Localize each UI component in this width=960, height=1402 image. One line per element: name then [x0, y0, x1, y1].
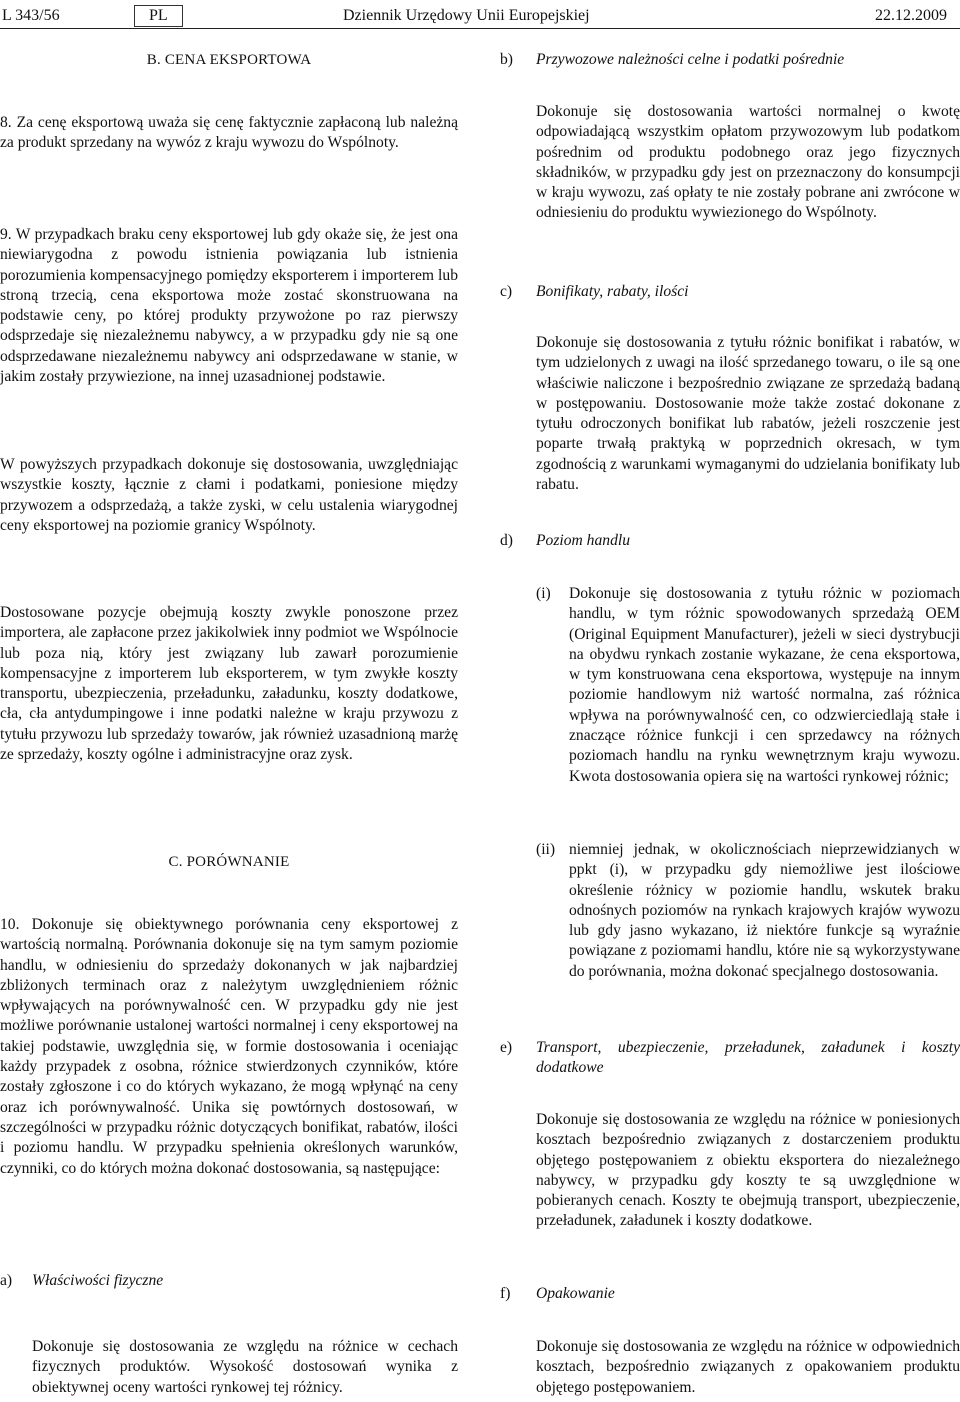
- subitem-i-label: (i): [536, 585, 551, 602]
- item-a-text: Dokonuje się dostosowania ze względu na różnice w cechach fizycznych produktów. Wysokość dostosowań wynika z obiektywnej oceny wartości rynkowej tej różnicy.: [32, 1338, 458, 1396]
- paragraph-8: 8. Za cenę eksportową uważa się cenę faktycznie zapłaconą lub należną za produkt sprzedany na wywóz z kraju wywozu do Wspólnoty.: [0, 114, 458, 152]
- journal-title: Dziennik Urzędowy Unii Europejskiej: [343, 7, 590, 24]
- item-a-label: a): [0, 1272, 13, 1289]
- page-header: [0, 4, 960, 28]
- item-d-heading: [500, 531, 960, 553]
- section-c-title: C. PORÓWNANIE: [168, 854, 290, 870]
- item-f-title: Opakowanie: [536, 1285, 615, 1302]
- item-f-text: Dokonuje się dostosowania ze względu na różnice w odpowiednich kosztach, bezpośrednio związanych z opakowaniem produktu objętego postępowaniem.: [536, 1338, 960, 1396]
- item-b-text: Dokonuje się dostosowania wartości normalnej o kwotę odpowiadającą wszystkim opłatom przywozowym lub podatkom pośrednim od produktu podobnego oraz jego fizycznych składników, w przypadku gdy jest on przeznaczony do konsumpcji w kraju wywozu, zaś opłaty te nie zostały pobrane ani zwrócone w odniesieniu do produktu wywiezionego do Wspólnoty.: [536, 103, 960, 222]
- item-d-label: d): [500, 532, 513, 549]
- language-badge: PL: [134, 5, 183, 27]
- item-c-text: Dokonuje się dostosowania z tytułu różnic bonifikat i rabatów, w tym udzielonych z uwagi na ilość sprzedanego towaru, o ile są one właściwie naliczone i bezpośrednio związane ze sprzedażą badaną w postępowaniu. Dostosowanie może także zostać dokonane z tytułu odroczonych bonifikat lub rabatów, jeżeli roszczenie jest poparte trwałą praktyką w poprzednich okresach, w tym zgodnością z warunkami wymaganymi do udzielania bonifikaty lub rabatu.: [536, 334, 960, 494]
- item-b-title: Przywozowe należności celne i podatki pośrednie: [536, 51, 845, 68]
- subitem-ii-text: niemniej jednak, w okolicznościach nieprzewidzianych w ppkt (i), w przypadku gdy niemożliwe jest ilościowe określenie różnicy w poziomie handlu, wskutek braku odnośnych poziomów na rynkach krajowych krajów wywozu lub gdy jasno wykazano, iż niektóre funkcje są wyraźnie powiązane z poziomami handlu, które nie są wykorzystywane do porównania, można dokonać specjalnego dostosowania.: [569, 841, 960, 980]
- item-b-label: b): [500, 51, 513, 68]
- item-e-title: Transport, ubezpieczenie, przeładunek, załadunek i koszty dodatkowe: [536, 1039, 960, 1077]
- publication-date: 22.12.2009: [875, 7, 947, 24]
- item-c-heading: [500, 282, 960, 304]
- item-f-heading: [500, 1284, 960, 1306]
- subitem-i-text: Dokonuje się dostosowania z tytułu różnic w poziomach handlu, w tym różnic spowodowanych sprzedażą OEM (Original Equipment Manufacturer), jeżeli w sieci dystrybucji na obydwu rynkach zostanie wykazane, że cena eksportowa, w tym konstruowana cena eksportowa, występuje na innym poziomie handlowym niż wartość normalna, zaś różnica wpływa na porównywalność cen, co odzwierciedlają stałe i znaczące różnice funkcji i cen sprzedawcy na różnych poziomach handlu na rynku wewnętrznym kraju wywozu. Kwota dostosowania opiera się na wartości rynkowej różnic;: [569, 585, 960, 785]
- item-d-title: Poziom handlu: [536, 532, 630, 549]
- paragraph-9: 9. W przypadkach braku ceny eksportowej lub gdy okaże się, że jest ona niewiarygodna z powodu istnienia powiązania lub istnienia porozumienia kompensacyjnego pomiędzy eksporterem i importerem lub stroną trzecią, cena eksportowa może zostać skonstruowana na podstawie ceny, po której produkty przywożone po raz pierwszy odsprzedaje się niezależnemu nabywcy, a w przypadku gdy nie są one odsprzedawane niezależnemu nabywcy ani odsprzedawane w stanie, w jakim zostały przywiezione, na innej uzasadnionej podstawie.: [0, 226, 458, 386]
- item-e-heading: [500, 1038, 960, 1082]
- paragraph-10: 10. Dokonuje się obiektywnego porównania ceny eksportowej z wartością normalną. Porównania dokonuje się na tym samym poziomie handlu, w odniesieniu do sprzedaży dokonanych w jak najbardziej zbliżonych terminach oraz z należytym uwzględnieniem różnic wpływających na porównywalność cen. W przypadku gdy nie jest możliwe porównanie ustalonej wartości normalnej i ceny eksportowej na takiej podstawie, uwzględnia się, w formie dostosowania i oceniając każdy przypadek z osobna, różnice stwierdzonych czynników, które zostały zgłoszone i co do których wykazano, że mogą wpłynąć na ceny oraz ich porównywalność. Unika się powtórnych dostosowań, w szczególności w przypadku różnic dotyczących bonifikat, rabatów, ilości i poziomu handlu. W przypadku spełnienia określonych warunków, czynniki, co do których można dokonać dostosowania, są następujące:: [0, 916, 458, 1177]
- item-a-title: Właściwości fizyczne: [32, 1272, 164, 1289]
- item-e-label: e): [500, 1039, 513, 1056]
- header-rule: [0, 28, 960, 29]
- item-f-label: f): [500, 1285, 511, 1302]
- paragraph-adjustment: W powyższych przypadkach dokonuje się dostosowania, uwzględniając wszystkie koszty, łącznie z cłami i podatkami, poniesione między przywozem a odsprzedażą, a także zyski, w celu ustalenia wiarygodnej ceny eksportowej na poziomie granicy Wspólnoty.: [0, 456, 458, 534]
- item-e-text: Dokonuje się dostosowania ze względu na różnice w poniesionych kosztach bezpośrednio związanych z dostarczeniem produktu objętego postępowaniem z obiektu eksportera do niezależnego nabywcy, w przypadku gdy koszty te są uwzględnione w pobieranych cenach. Koszty te obejmują transport, ubezpieczenie, przeładunek, załadunek i koszty dodatkowe.: [536, 1111, 960, 1230]
- item-c-title: Bonifikaty, rabaty, ilości: [536, 283, 689, 300]
- item-c-label: c): [500, 283, 513, 300]
- item-a-heading: [0, 1271, 458, 1293]
- page-reference: L 343/56: [2, 7, 60, 24]
- subitem-ii-label: (ii): [536, 841, 556, 858]
- section-b-title: B. CENA EKSPORTOWA: [146, 52, 312, 68]
- item-b-heading: [500, 50, 960, 72]
- paragraph-adjusted-items: Dostosowane pozycje obejmują koszty zwykle ponoszone przez importera, ale zapłacone przez jakikolwiek inny podmiot we Wspólnocie lub poza nią, który jest związany lub zawarł porozumienie kompensacyjne z importerem lub eksporterem, w tym zwykłe koszty transportu, ubezpieczenia, przeładunku, załadunku, koszty dodatkowe, cła, cła antydumpingowe i inne podatki należne w kraju przywozu z tytułu przywozu lub sprzedaży towarów, jak również uzasadnioną marżę ze sprzedaży, koszty ogólne i administracyjne oraz zysk.: [0, 604, 458, 764]
